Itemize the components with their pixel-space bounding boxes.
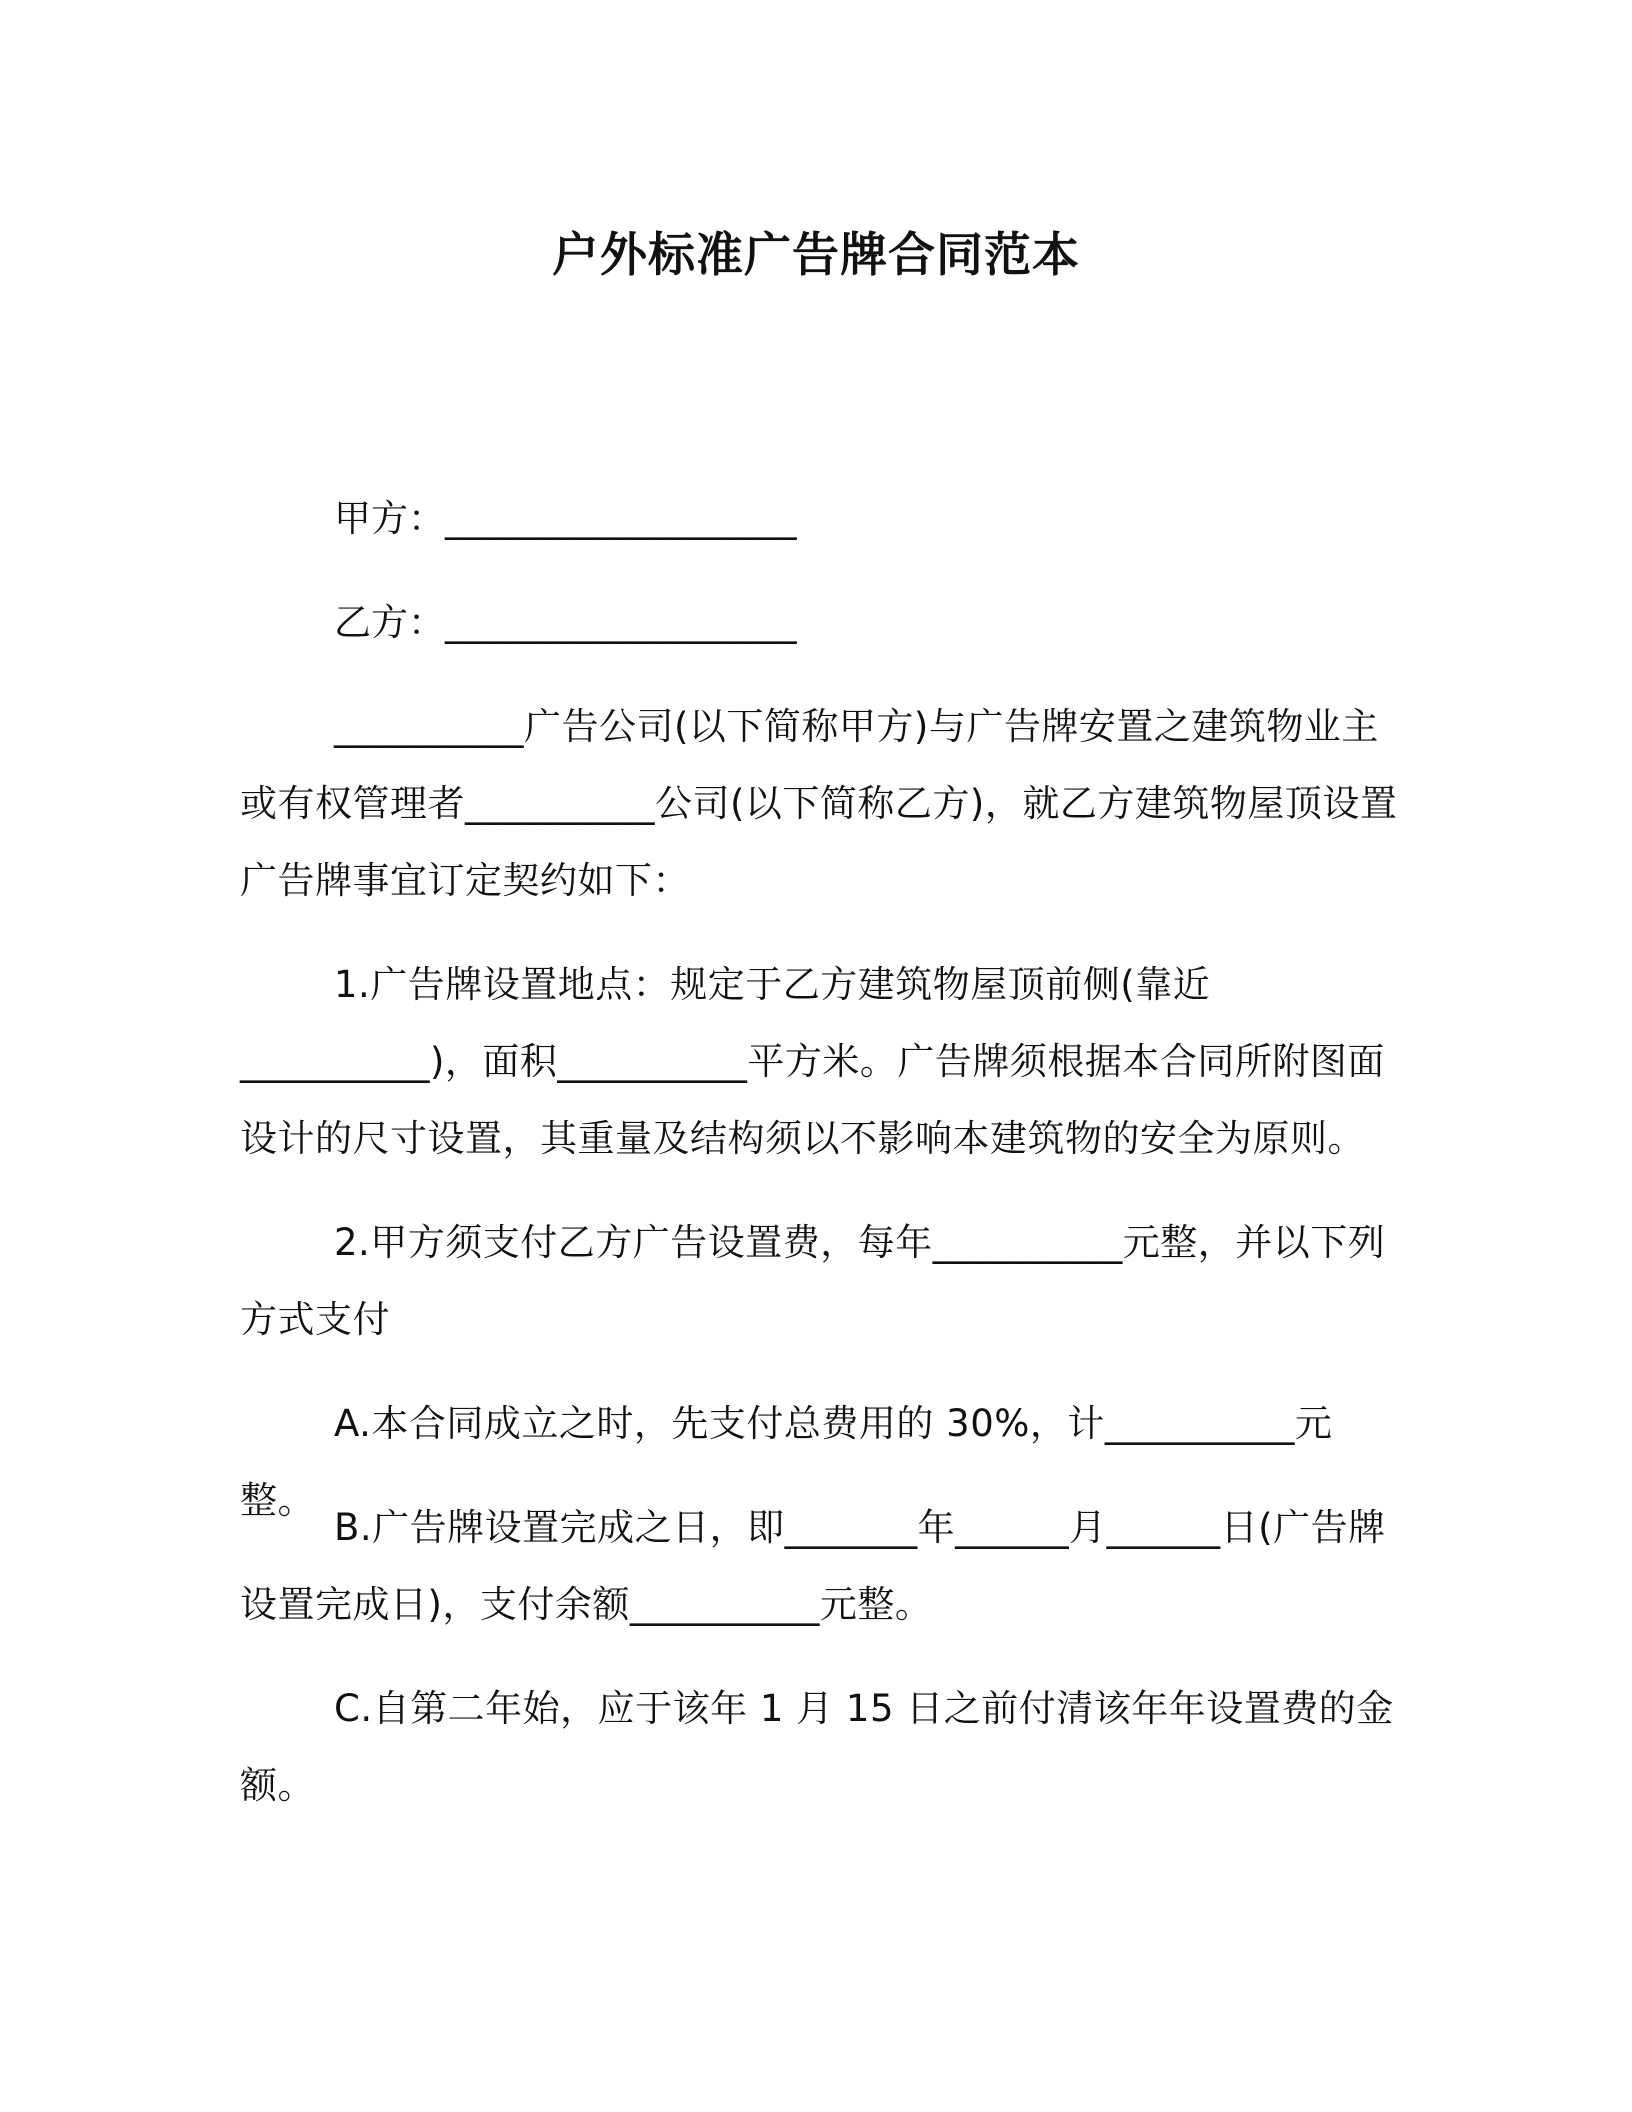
party-b-line: 乙方：___________________ [334, 601, 797, 644]
paragraph-clause-a: A.本合同成立之时，先支付总费用的 30%，计__________元整。 [240, 1402, 1333, 1522]
contract-clause-b-block [240, 1489, 1400, 1643]
paragraph-clause-b: B.广告牌设置完成之日，即_______年______月______日(广告牌设置完成日)，支付余额__________元整。 [240, 1506, 1386, 1626]
paragraph-intro: __________广告公司(以下简称甲方)与广告牌安置之建筑物业主或有权管理者__________公司(以下简称乙方)，就乙方建筑物屋顶设置广告牌事宜订定契约如下： [240, 705, 1398, 902]
contract-clause-c-block [240, 1670, 1400, 1824]
party-a-line: 甲方：___________________ [334, 497, 797, 540]
contract-clause-2-block [240, 1204, 1400, 1358]
paragraph-clause-2: 2.甲方须支付乙方广告设置费，每年__________元整，并以下列方式支付 [240, 1221, 1386, 1341]
paragraph-clause-c: C.自第二年始，应于该年 1 月 15 日之前付清该年年设置费的金额。 [240, 1687, 1394, 1807]
document-title: 户外标准广告牌合同范本 [552, 228, 1080, 283]
contract-body [240, 688, 1400, 919]
contract-clause-1-block [240, 946, 1400, 1177]
paragraph-clause-1: 1.广告牌设置地点：规定于乙方建筑物屋顶前侧(靠近__________)，面积__________平方米。广告牌须根据本合同所附图面设计的尺寸设置，其重量及结构须以不影响本建筑物的安全为原则。 [240, 963, 1385, 1160]
